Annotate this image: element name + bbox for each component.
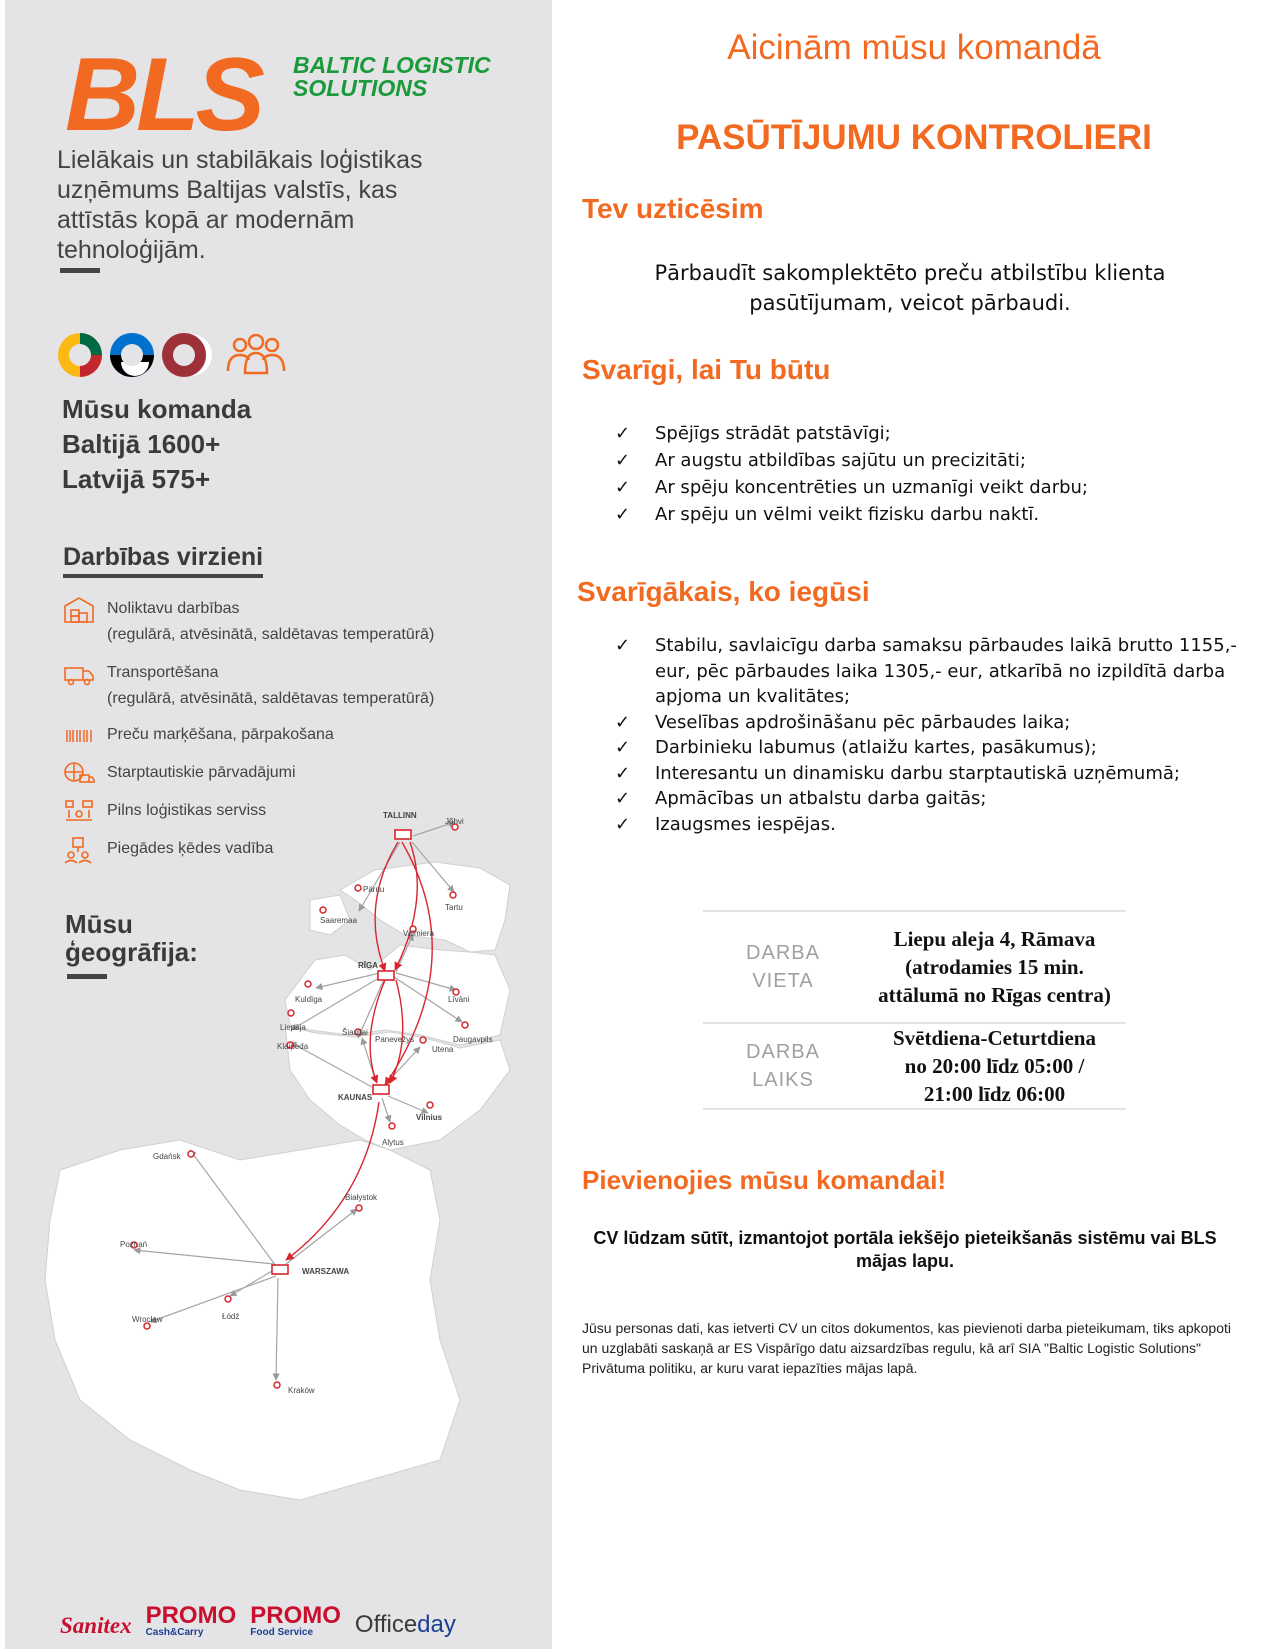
estonia-flag-icon bbox=[109, 332, 155, 378]
map-city: Jõhvi bbox=[445, 817, 464, 826]
label-line: DARBA bbox=[746, 1041, 820, 1063]
team-people-icon bbox=[225, 333, 287, 377]
service-item bbox=[63, 660, 503, 712]
cv-instructions: CV lūdzam sūtīt, izmantojot portāla iekšējo pieteikšanās sistēmu vai BLS mājas lapu. bbox=[593, 1228, 1217, 1271]
promo-food-service-logo bbox=[250, 1602, 341, 1639]
saaremaa-shape bbox=[310, 895, 350, 935]
map-city: Vilnius bbox=[416, 1113, 443, 1122]
map-city: Alytus bbox=[382, 1138, 404, 1147]
map-city: Gdańsk bbox=[153, 1152, 181, 1161]
table-row bbox=[703, 911, 1126, 1023]
map-city: WARSZAWA bbox=[302, 1267, 350, 1276]
services-title: Darbības virzieni bbox=[63, 543, 263, 578]
service-note: (regulārā, atvēsinātā, saldētavas temperatūrā) bbox=[107, 690, 435, 707]
map-city: Białystok bbox=[345, 1193, 378, 1202]
map-city: Liepāja bbox=[280, 1023, 306, 1032]
map-city: Panevežys bbox=[375, 1035, 415, 1044]
list-item: ✓ Ar spēju un vēlmi veikt fizisku darbu naktī. bbox=[615, 501, 1088, 528]
list-item: ✓ Interesantu un dinamisku darbu starptautiskā uzņēmumā; bbox=[615, 761, 1245, 787]
list-item: ✓ Darbinieku labumus (atlaižu kartes, pasākumus); bbox=[615, 735, 1245, 761]
list-item: ✓ Izaugsmes iespējas. bbox=[615, 812, 1245, 838]
bls-logo bbox=[65, 37, 491, 153]
requirements-list bbox=[615, 420, 1088, 528]
officeday-b: day bbox=[417, 1611, 456, 1638]
time-label bbox=[703, 1023, 863, 1109]
promo-label: PROMO bbox=[250, 1602, 341, 1629]
service-label: Noliktavu darbības bbox=[107, 600, 240, 617]
divider bbox=[60, 268, 100, 273]
officeday-logo bbox=[355, 1611, 456, 1639]
list-item: ✓ Ar augstu atbildības sajūtu un precizitāti; bbox=[615, 447, 1088, 474]
poland-shape bbox=[45, 1140, 460, 1500]
service-label: Pilns loģistikas serviss bbox=[107, 802, 267, 819]
service-label: Transportēšana bbox=[107, 664, 219, 681]
geo-line-2: ģeogrāfija: bbox=[65, 937, 198, 967]
service-item bbox=[63, 596, 503, 648]
map-city: Utena bbox=[432, 1045, 454, 1054]
time-value bbox=[863, 1023, 1126, 1109]
promo-sub: Food Service bbox=[250, 1627, 314, 1638]
service-item bbox=[63, 798, 503, 826]
place-label bbox=[703, 911, 863, 1023]
list-item: ✓ Apmācības un atbalstu darba gaitās; bbox=[615, 786, 1245, 812]
map-city: Wrocław bbox=[132, 1315, 163, 1324]
list-item: ✓ Stabilu, savlaicīgu darba samaksu pārbaudes laikā brutto 1155,- eur, pēc pārbaudes laika 1305,- eur, atkarībā no izpildītā darba apjoma un kvalitātes; bbox=[615, 633, 1245, 710]
map-city: Valmiera bbox=[403, 929, 434, 938]
task-description: Pārbaudīt sakomplektēto preču atbilstību klienta pasūtījumam, veicot pārbaudi. bbox=[654, 261, 1166, 315]
promo-cash-carry-logo bbox=[145, 1602, 237, 1639]
map-city: Łódź bbox=[222, 1312, 240, 1321]
list-item: ✓ Spējīgs strādāt patstāvīgi; bbox=[615, 420, 1088, 447]
trust-heading: Tev uzticēsim bbox=[582, 193, 764, 224]
logo-subtitle bbox=[293, 54, 553, 100]
sanitex-logo: Sanitex bbox=[60, 1613, 132, 1638]
latvia-flag-icon bbox=[161, 332, 207, 378]
team-stats bbox=[62, 392, 251, 497]
logo-sub-line-2: SOLUTIONS bbox=[293, 75, 428, 101]
company-intro: Lielākais un stabilākais loģistikas uzņēmums Baltijas valstīs, kas attīstās kopā ar modernām tehnoloģijām. bbox=[57, 146, 423, 264]
table-row bbox=[703, 1023, 1126, 1109]
list-item: ✓ Veselības apdrošināšanu pēc pārbaudes laika; bbox=[615, 710, 1245, 736]
map-city: KAUNAS bbox=[338, 1093, 373, 1102]
country-flags bbox=[57, 332, 287, 378]
baltic-poland-route-map bbox=[40, 811, 550, 1540]
map-city: Saaremaa bbox=[320, 916, 357, 925]
truck-icon bbox=[63, 660, 95, 688]
estonia-shape bbox=[340, 862, 510, 952]
join-heading: Pievienojies mūsu komandai! bbox=[582, 1165, 947, 1195]
warehouse-icon bbox=[63, 596, 95, 624]
promo-sub: Cash&Carry bbox=[145, 1627, 204, 1638]
company-sidebar bbox=[5, 0, 552, 1649]
service-label: Preču marķēšana, pārpakošana bbox=[107, 726, 334, 743]
map-city: Daugavpils bbox=[453, 1035, 493, 1044]
map-city: Pärnu bbox=[363, 885, 385, 894]
team-baltic: Baltijā 1600+ bbox=[62, 429, 221, 459]
service-item bbox=[63, 722, 503, 750]
map-city: Klaipeda bbox=[277, 1042, 309, 1051]
map-city: TALLINN bbox=[383, 811, 417, 820]
benefits-list bbox=[615, 633, 1245, 837]
time-line: Svētdiena-Ceturtdiena bbox=[893, 1026, 1096, 1050]
barcode-icon bbox=[63, 722, 95, 750]
lithuania-flag-icon bbox=[57, 332, 103, 378]
label-line: LAIKS bbox=[752, 1069, 814, 1091]
job-info-table bbox=[703, 910, 1126, 1110]
map-city: RĪGA bbox=[358, 961, 378, 970]
time-line: 21:00 līdz 06:00 bbox=[923, 1082, 1066, 1106]
map-city: Kraków bbox=[288, 1386, 315, 1395]
service-label: Starptautiskie pārvadājumi bbox=[107, 764, 296, 781]
map-city: Kuldīga bbox=[295, 995, 323, 1004]
globe-truck-icon bbox=[63, 760, 95, 788]
promo-label: PROMO bbox=[145, 1602, 237, 1629]
map-city: Tartu bbox=[445, 903, 463, 912]
service-label: Piegādes ķēdes vadība bbox=[107, 840, 274, 857]
officeday-a: Office bbox=[354, 1611, 418, 1638]
list-item: ✓ Ar spēju koncentrēties un uzmanīgi veikt darbu; bbox=[615, 474, 1088, 501]
map-city: Šiauliai bbox=[342, 1028, 368, 1037]
requirements-heading: Svarīgi, lai Tu būtu bbox=[582, 354, 831, 385]
place-value: Liepu aleja 4, Rāmava (atrodamies 15 min. attālumā no Rīgas centra) bbox=[863, 911, 1126, 1023]
label-line: VIETA bbox=[752, 970, 814, 992]
welcome-heading: Aicinām mūsu komandā bbox=[727, 28, 1101, 67]
map-city: Līvāni bbox=[448, 995, 470, 1004]
partner-brands bbox=[60, 1602, 456, 1639]
team-latvia: Latvijā 575+ bbox=[62, 464, 211, 494]
privacy-notice: Jūsu personas dati, kas ietverti CV un citos dokumentos, kas pievienoti darba pieteikumam, tiks apkopoti un uzglabāti saskaņā ar ES Vispārīgo datu aizsardzības regulu, kā arī SIA "Baltic Logistic Solutions" Privātuma politiku, ar kuru varat iepazīties mājas lapā. bbox=[582, 1320, 1231, 1376]
job-title: PASŪTĪJUMU KONTROLIERI bbox=[676, 118, 1152, 157]
label-line: DARBA bbox=[746, 942, 820, 964]
logo-mark: BLS bbox=[65, 37, 261, 153]
logistics-icon bbox=[63, 798, 95, 826]
map-city: Poznań bbox=[120, 1240, 148, 1249]
time-line: no 20:00 līdz 05:00 / bbox=[904, 1054, 1085, 1078]
logo-sub-line-1: BALTIC LOGISTIC bbox=[293, 52, 491, 78]
service-note: (regulārā, atvēsinātā, saldētavas temperatūrā) bbox=[107, 626, 435, 643]
geo-line-1: Mūsu bbox=[65, 909, 133, 939]
benefits-heading: Svarīgākais, ko iegūsi bbox=[577, 576, 870, 607]
service-item bbox=[63, 760, 503, 788]
team-heading: Mūsu komanda bbox=[62, 394, 252, 424]
